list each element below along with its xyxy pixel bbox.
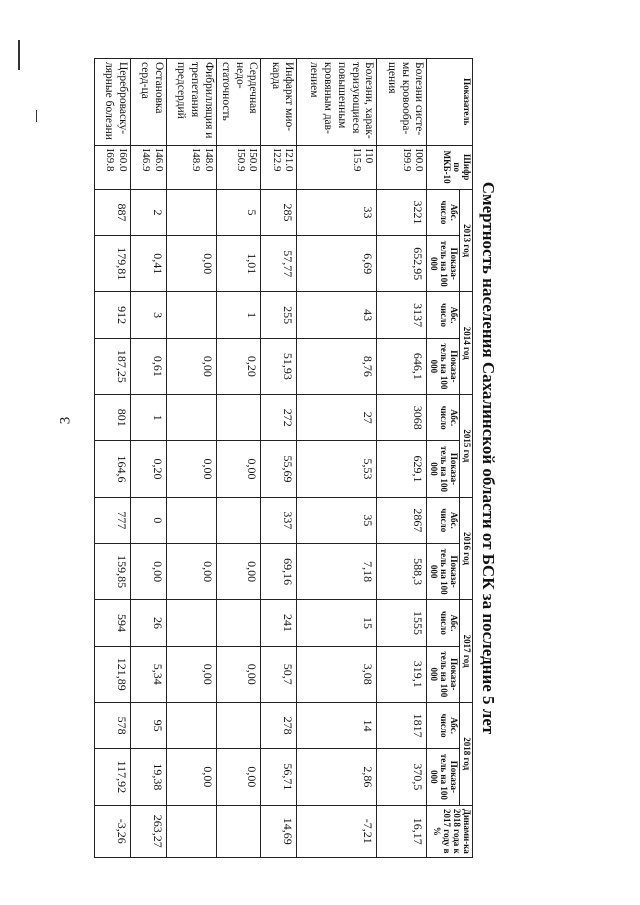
header-rate: Показа-тель на 100 000 <box>427 236 460 292</box>
table-row <box>377 59 427 858</box>
cell-value: 337 <box>261 497 297 543</box>
cell-value: 26 <box>131 600 167 646</box>
cell-value: 3137 <box>377 292 427 338</box>
cell-dynamics: 16,17 <box>377 805 427 857</box>
cell-value: 1817 <box>377 702 427 748</box>
header-year: 2016 год <box>460 497 473 600</box>
cell-dynamics: 14,69 <box>261 805 297 857</box>
table-row <box>167 59 217 858</box>
cell-value: 912 <box>95 292 131 338</box>
cell-value: 652,95 <box>377 236 427 292</box>
cell-value: 95 <box>131 702 167 748</box>
page-number: 3 <box>57 416 74 425</box>
row-name: Инфаркт мио-карда <box>261 59 297 146</box>
cell-value: 272 <box>261 395 297 441</box>
cell-value: 0,00 <box>167 543 217 599</box>
cell-value: 0,20 <box>217 338 261 394</box>
cell-value: 3221 <box>377 189 427 235</box>
cell-value: 1,01 <box>217 236 261 292</box>
cell-value <box>217 702 261 748</box>
cell-value: 159,85 <box>95 543 131 599</box>
cell-value: 43 <box>297 292 377 338</box>
cell-value <box>167 600 217 646</box>
cell-value <box>217 497 261 543</box>
cell-value: 69,16 <box>261 543 297 599</box>
cell-value: 255 <box>261 292 297 338</box>
row-code: I21.0 I22.9 <box>261 145 297 189</box>
cell-value: 1 <box>217 292 261 338</box>
cell-value <box>167 702 217 748</box>
row-name: Болезни систе-мы кровообра-щения <box>377 59 427 146</box>
cell-value: 1555 <box>377 600 427 646</box>
cell-value: 777 <box>95 497 131 543</box>
header-abs: Абс. число <box>427 189 460 235</box>
header-rate: Показа-тель на 100 000 <box>427 543 460 599</box>
row-code: I00.0 I99.9 <box>377 145 427 189</box>
table-row <box>131 59 167 858</box>
cell-value: 629,1 <box>377 441 427 497</box>
cell-value: 8,76 <box>297 338 377 394</box>
scan-mark <box>18 40 20 70</box>
cell-value: 0,00 <box>167 236 217 292</box>
cell-dynamics: 263,27 <box>131 805 167 857</box>
cell-value: 0,00 <box>217 749 261 805</box>
cell-value: 0,00 <box>217 441 261 497</box>
header-dynamics: Динами-ка 2018 года к 2017 году в % <box>427 805 473 857</box>
cell-value <box>167 497 217 543</box>
row-name: Сердечная недо-статочность <box>217 59 261 146</box>
header-rate: Показа-тель на 100 000 <box>427 646 460 702</box>
table-row <box>217 59 261 858</box>
table-row <box>95 59 131 858</box>
cell-value: 56,71 <box>261 749 297 805</box>
cell-value: 370,5 <box>377 749 427 805</box>
cell-value: 0,00 <box>131 543 167 599</box>
header-code: Шифр по МКБ-10 <box>427 145 473 189</box>
header-rate: Показа-тель на 100 000 <box>427 749 460 805</box>
header-year: 2014 год <box>460 292 473 395</box>
cell-value <box>167 292 217 338</box>
cell-value: 2867 <box>377 497 427 543</box>
cell-dynamics: -3,26 <box>95 805 131 857</box>
header-indicator: Показатель <box>427 59 473 146</box>
cell-value: 15 <box>297 600 377 646</box>
cell-value: 0,00 <box>167 646 217 702</box>
row-name: Фибрилляция и трепетания предсердий <box>167 59 217 146</box>
cell-value: 50,7 <box>261 646 297 702</box>
document-title: Смертность населения Сахалинской области от БСК за последние 5 лет <box>479 181 498 735</box>
header-year: 2017 год <box>460 600 473 703</box>
cell-value: 0 <box>131 497 167 543</box>
cell-value: 7,18 <box>297 543 377 599</box>
row-code: I48.0 I48.9 <box>167 145 217 189</box>
cell-dynamics <box>217 805 261 857</box>
cell-value <box>167 189 217 235</box>
cell-value: 319,1 <box>377 646 427 702</box>
cell-value: 5,34 <box>131 646 167 702</box>
cell-value: 164,6 <box>95 441 131 497</box>
cell-dynamics: -7,21 <box>297 805 377 857</box>
row-name: Болезни, харак-теризующиеся повышенным кровяным дав-лением <box>297 59 377 146</box>
cell-value <box>167 395 217 441</box>
row-code: I46.0 I46.9 <box>131 145 167 189</box>
scan-mark <box>36 110 37 122</box>
row-code: I50.0 I50.9 <box>217 145 261 189</box>
cell-value: 801 <box>95 395 131 441</box>
cell-value: 2,86 <box>297 749 377 805</box>
cell-value: 51,93 <box>261 338 297 394</box>
cell-value: 14 <box>297 702 377 748</box>
header-abs: Абс. число <box>427 702 460 748</box>
row-name: Остановка серд-ца <box>131 59 167 146</box>
cell-value: 0,00 <box>217 543 261 599</box>
header-abs: Абс. число <box>427 600 460 646</box>
cell-value: 5,53 <box>297 441 377 497</box>
cell-value: 278 <box>261 702 297 748</box>
cell-value: 285 <box>261 189 297 235</box>
row-name: Цереброваску-лярные болезни <box>95 59 131 146</box>
table-row <box>297 59 377 858</box>
header-abs: Абс. число <box>427 395 460 441</box>
row-code: I60.0 I69.8 <box>95 145 131 189</box>
cell-value: 55,69 <box>261 441 297 497</box>
cell-value: 0,00 <box>167 749 217 805</box>
cell-value: 3,08 <box>297 646 377 702</box>
rotated-table-block <box>103 58 503 858</box>
cell-value: 27 <box>297 395 377 441</box>
header-rate: Показа-тель на 100 000 <box>427 441 460 497</box>
cell-value: 2 <box>131 189 167 235</box>
cell-value: 19,38 <box>131 749 167 805</box>
cell-value: 57,77 <box>261 236 297 292</box>
header-abs: Абс. число <box>427 292 460 338</box>
cell-value: 3 <box>131 292 167 338</box>
header-rate: Показа-тель на 100 000 <box>427 338 460 394</box>
cell-value: 594 <box>95 600 131 646</box>
cell-value: 887 <box>95 189 131 235</box>
cell-value: 35 <box>297 497 377 543</box>
header-year: 2018 год <box>460 702 473 805</box>
cell-value: 0,00 <box>167 441 217 497</box>
cell-value: 0,41 <box>131 236 167 292</box>
cell-value: 578 <box>95 702 131 748</box>
header-abs: Абс. число <box>427 497 460 543</box>
cell-value: 1 <box>131 395 167 441</box>
cell-value <box>217 600 261 646</box>
row-code: I10 I15.9 <box>297 145 377 189</box>
cell-dynamics <box>167 805 217 857</box>
header-year: 2013 год <box>460 189 473 292</box>
cell-value: 0,20 <box>131 441 167 497</box>
cell-value: 588,3 <box>377 543 427 599</box>
header-year: 2015 год <box>460 395 473 498</box>
cell-value: 33 <box>297 189 377 235</box>
table-row <box>261 59 297 858</box>
cell-value: 241 <box>261 600 297 646</box>
cell-value: 3068 <box>377 395 427 441</box>
cell-value: 6,69 <box>297 236 377 292</box>
cell-value: 179,81 <box>95 236 131 292</box>
cell-value: 117,92 <box>95 749 131 805</box>
cell-value: 0,61 <box>131 338 167 394</box>
mortality-table <box>94 58 473 858</box>
cell-value: 0,00 <box>167 338 217 394</box>
cell-value <box>217 395 261 441</box>
cell-value: 5 <box>217 189 261 235</box>
cell-value: 121,89 <box>95 646 131 702</box>
cell-value: 0,00 <box>217 646 261 702</box>
cell-value: 646,1 <box>377 338 427 394</box>
cell-value: 187,25 <box>95 338 131 394</box>
